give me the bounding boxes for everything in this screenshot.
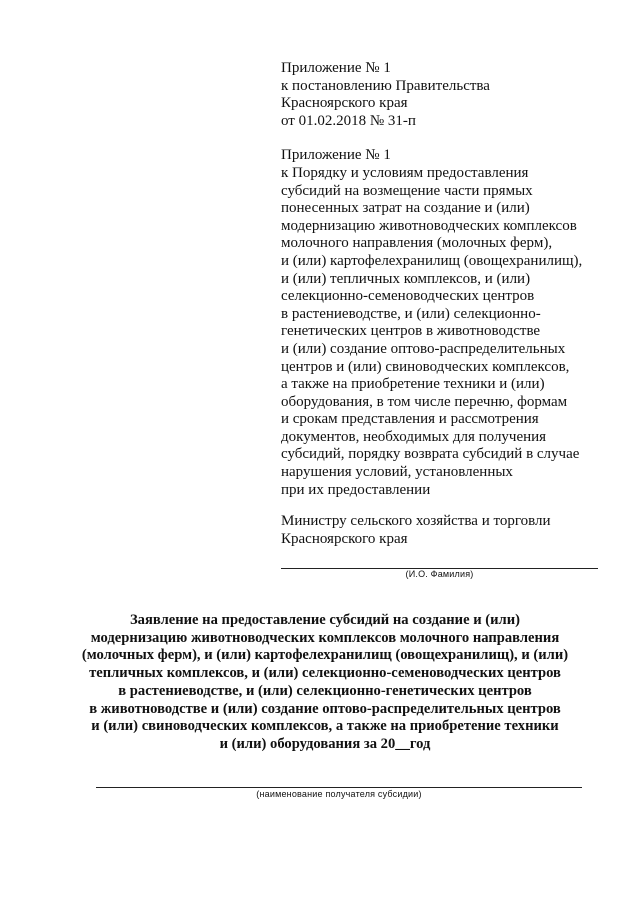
order-line: генетических центров в животноводстве <box>281 323 541 340</box>
order-line: а также на приобретение техники и (или) <box>281 376 545 393</box>
order-line: и срокам представления и рассмотрения <box>281 411 539 428</box>
order-line: понесенных затрат на создание и (или) <box>281 200 530 217</box>
order-line: нарушения условий, установленных <box>281 464 513 481</box>
order-line: центров и (или) свиноводческих комплексов, <box>281 358 570 375</box>
order-line: молочного направления (молочных ферм), <box>281 235 553 252</box>
applicant-name-line[interactable] <box>96 787 582 788</box>
appendix-line: Красноярского края <box>281 95 408 112</box>
applicant-name-caption: (наименование получателя субсидии) <box>256 789 422 799</box>
title-line: и (или) оборудования за 20__год <box>219 735 431 752</box>
recipient-block <box>281 513 631 548</box>
order-line: и (или) тепличных комплексов, и (или) <box>281 270 531 287</box>
title-line: (молочных ферм), и (или) картофелехранилищ (овощехранилищ), и (или) <box>81 647 569 664</box>
order-line: и (или) картофелехранилищ (овощехранилищ), <box>281 252 583 269</box>
recipient-line: Красноярского края <box>281 530 408 547</box>
order-line: к Порядку и условиям предоставления <box>281 164 529 181</box>
appendix-line: от 01.02.2018 № 31-п <box>281 112 416 129</box>
government-appendix <box>281 60 631 130</box>
recipient-line: Министру сельского хозяйства и торговли <box>281 513 551 529</box>
title-line: тепличных комплексов, и (или) селекционно-семеноводческих центров <box>89 665 561 682</box>
appendix-line: к постановлению Правительства <box>281 77 490 94</box>
order-line: субсидий, порядку возврата субсидий в случае <box>281 446 580 463</box>
title-line: в животноводстве и (или) создание оптово-распределительных центров <box>89 700 561 717</box>
order-line: документов, необходимых для получения <box>281 428 547 445</box>
order-line: селекционно-семеноводческих центров <box>281 288 535 305</box>
order-line: и (или) создание оптово-распределительных <box>281 340 566 357</box>
order-line: модернизацию животноводческих комплексов <box>281 217 577 234</box>
application-title <box>40 612 610 754</box>
order-line: при их предоставлении <box>281 481 431 498</box>
title-line: в растениеводстве, и (или) селекционно-генетических центров <box>118 682 532 699</box>
appendix-line: Приложение № 1 <box>281 60 391 76</box>
order-appendix <box>281 147 631 499</box>
title-line: модернизацию животноводческих комплексов молочного направления <box>90 629 560 646</box>
signature-caption: (И.О. Фамилия) <box>405 569 474 579</box>
title-line: и (или) свиноводческих комплексов, а также на приобретение техники <box>91 718 559 735</box>
order-line: субсидий на возмещение части прямых <box>281 182 533 199</box>
title-line: Заявление на предоставление субсидий на создание и (или) <box>129 612 520 628</box>
order-line: оборудования, в том числе перечню, формам <box>281 393 568 410</box>
appendix-header <box>281 60 631 499</box>
order-line: в растениеводстве, и (или) селекционно- <box>281 305 541 322</box>
order-line: Приложение № 1 <box>281 147 391 164</box>
